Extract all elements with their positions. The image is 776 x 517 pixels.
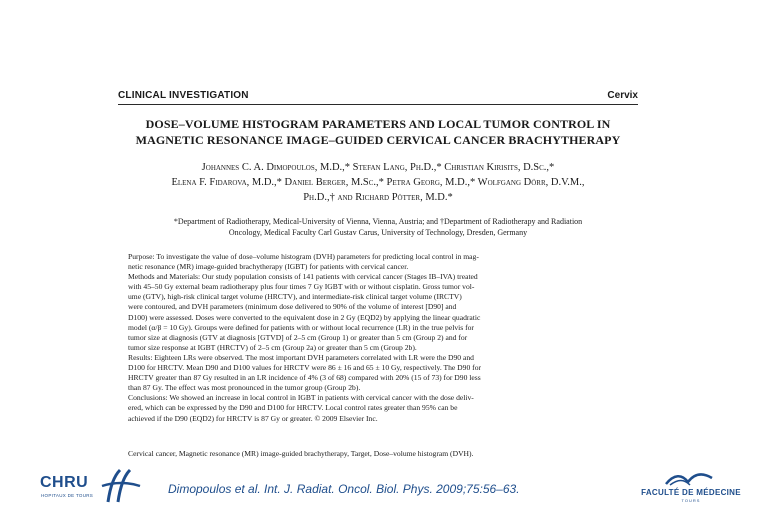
- faculty-logo-text: FACULTÉ DE MÉDECINE: [641, 488, 741, 497]
- abstract-line: tumor size response at IGBT (HRCTV) of 2–5 cm (Group 2a) or greater than 5 cm (Group 2b).: [128, 342, 417, 352]
- abstract-line: tumor size at diagnosis (GTV at diagnosis [GTVD] of 2–5 cm (Group 1) or greater than 5 cm (Group 2) and for: [128, 332, 468, 342]
- abstract-line: were contoured, and DVH parameters (minimum dose delivered to 90% of the volume of interest [D90] and: [128, 302, 457, 312]
- article-page: [118, 88, 638, 468]
- faculty-logo: [636, 470, 746, 506]
- abstract-line: Methods and Materials: Our study population consists of 141 patients with cervical cancer (Stages IB–IVA) treated: [128, 272, 478, 282]
- author-line: Johannes C. A. Dimopoulos, M.D.,* Stefan Lang, Ph.D.,* Christian Kirisits, D.Sc.,*: [201, 162, 555, 173]
- abstract-line: ume (GTV), high-risk clinical target volume (HRCTV), and intermediate-risk clinical target volume (IRCTV): [128, 292, 462, 302]
- author-line: Elena F. Fidarova, M.D.,* Daniel Berger, M.Sc.,* Petra Georg, M.D.,* Wolfgang Dörr, D.V.M.,: [171, 177, 585, 188]
- chru-logo-subtitle: HOPITAUX DE TOURS: [41, 493, 94, 498]
- chru-logo: [40, 468, 140, 504]
- abstract-line: model (α/β = 10 Gy). Groups were defined for patients with or without local recurrence (LR) in the true pelvis for: [128, 322, 474, 332]
- section-label: CLINICAL INVESTIGATION: [118, 90, 249, 101]
- abstract-line: Purpose: To investigate the value of dose–volume histogram (DVH) parameters for predicting local control in mag-: [128, 252, 479, 261]
- affiliations: [126, 216, 630, 238]
- faculty-emblem-icon: [664, 470, 714, 486]
- abstract-line: Results: Eighteen LRs were observed. The most important DVH parameters correlated with LR were the D90 and: [128, 352, 474, 362]
- abstract-line: netic resonance (MR) image-guided brachytherapy (IGBT) for patients with cervical cancer.: [128, 262, 409, 272]
- abstract-line: D100) were assessed. Doses were converted to the equivalent dose in 2 Gy (EQD2) by applying the linear quadratic: [128, 312, 481, 322]
- chru-emblem-icon: [100, 468, 142, 504]
- abstract-line: HRCTV greater than 87 Gy resulted in an LR incidence of 4% (3 of 68) compared with 20% (15 of 73) for D90 less: [128, 373, 481, 383]
- keywords: Cervical cancer, Magnetic resonance (MR) image-guided brachytherapy, Target, Dose–volume histogram (DVH).: [128, 449, 474, 458]
- journal-header: [118, 88, 638, 104]
- abstract-line: D100 for HRCTV. Mean D90 and D100 values for HRCTV were 86 ± 16 and 65 ± 10 Gy, respectively. The D90 for: [128, 363, 482, 373]
- article-title: [118, 116, 638, 148]
- abstract-line: than 87 Gy. The effect was most pronounced in the tumor group (Group 2b).: [128, 383, 361, 393]
- header-divider: [118, 104, 638, 105]
- abstract-line: ered, which can be expressed by the D90 and D100 for HRCTV. Local control rates greater than 95% can be: [128, 403, 458, 413]
- abstract-line: Conclusions: We showed an increase in local control in IGBT in patients with cervical cancer with the dose deliv-: [128, 393, 474, 403]
- abstract: [128, 252, 628, 424]
- author-list: [132, 160, 624, 205]
- affiliation-line: *Department of Radiotherapy, Medical-University of Vienna, Vienna, Austria; and †Department of Radiotherapy and Radiation: [173, 217, 583, 226]
- author-line: Ph.D.,† and Richard Pötter, M.D.*: [303, 192, 453, 203]
- chru-logo-text: CHRU: [40, 474, 89, 491]
- citation: Dimopoulos et al. Int. J. Radiat. Oncol. Biol. Phys. 2009;75:56–63.: [168, 482, 520, 496]
- abstract-line: achieved if the D90 (EQD2) for HRCTV is 87 Gy or greater. © 2009 Elsevier Inc.: [128, 413, 378, 423]
- title-line: MAGNETIC RESONANCE IMAGE–GUIDED CERVICAL CANCER BRACHYTHERAPY: [135, 133, 621, 147]
- topic-label: Cervix: [607, 90, 638, 101]
- affiliation-line: Oncology, Medical Faculty Carl Gustav Carus, University of Technology, Dresden, Germany: [228, 228, 528, 237]
- title-line: DOSE–VOLUME HISTOGRAM PARAMETERS AND LOCAL TUMOR CONTROL IN: [145, 117, 611, 131]
- abstract-line: with 45–50 Gy external beam radiotherapy plus four times 7 Gy IGBT with or without cisplatin. Gross tumor vol-: [128, 282, 475, 292]
- faculty-logo-subtitle: TOURS: [681, 498, 701, 503]
